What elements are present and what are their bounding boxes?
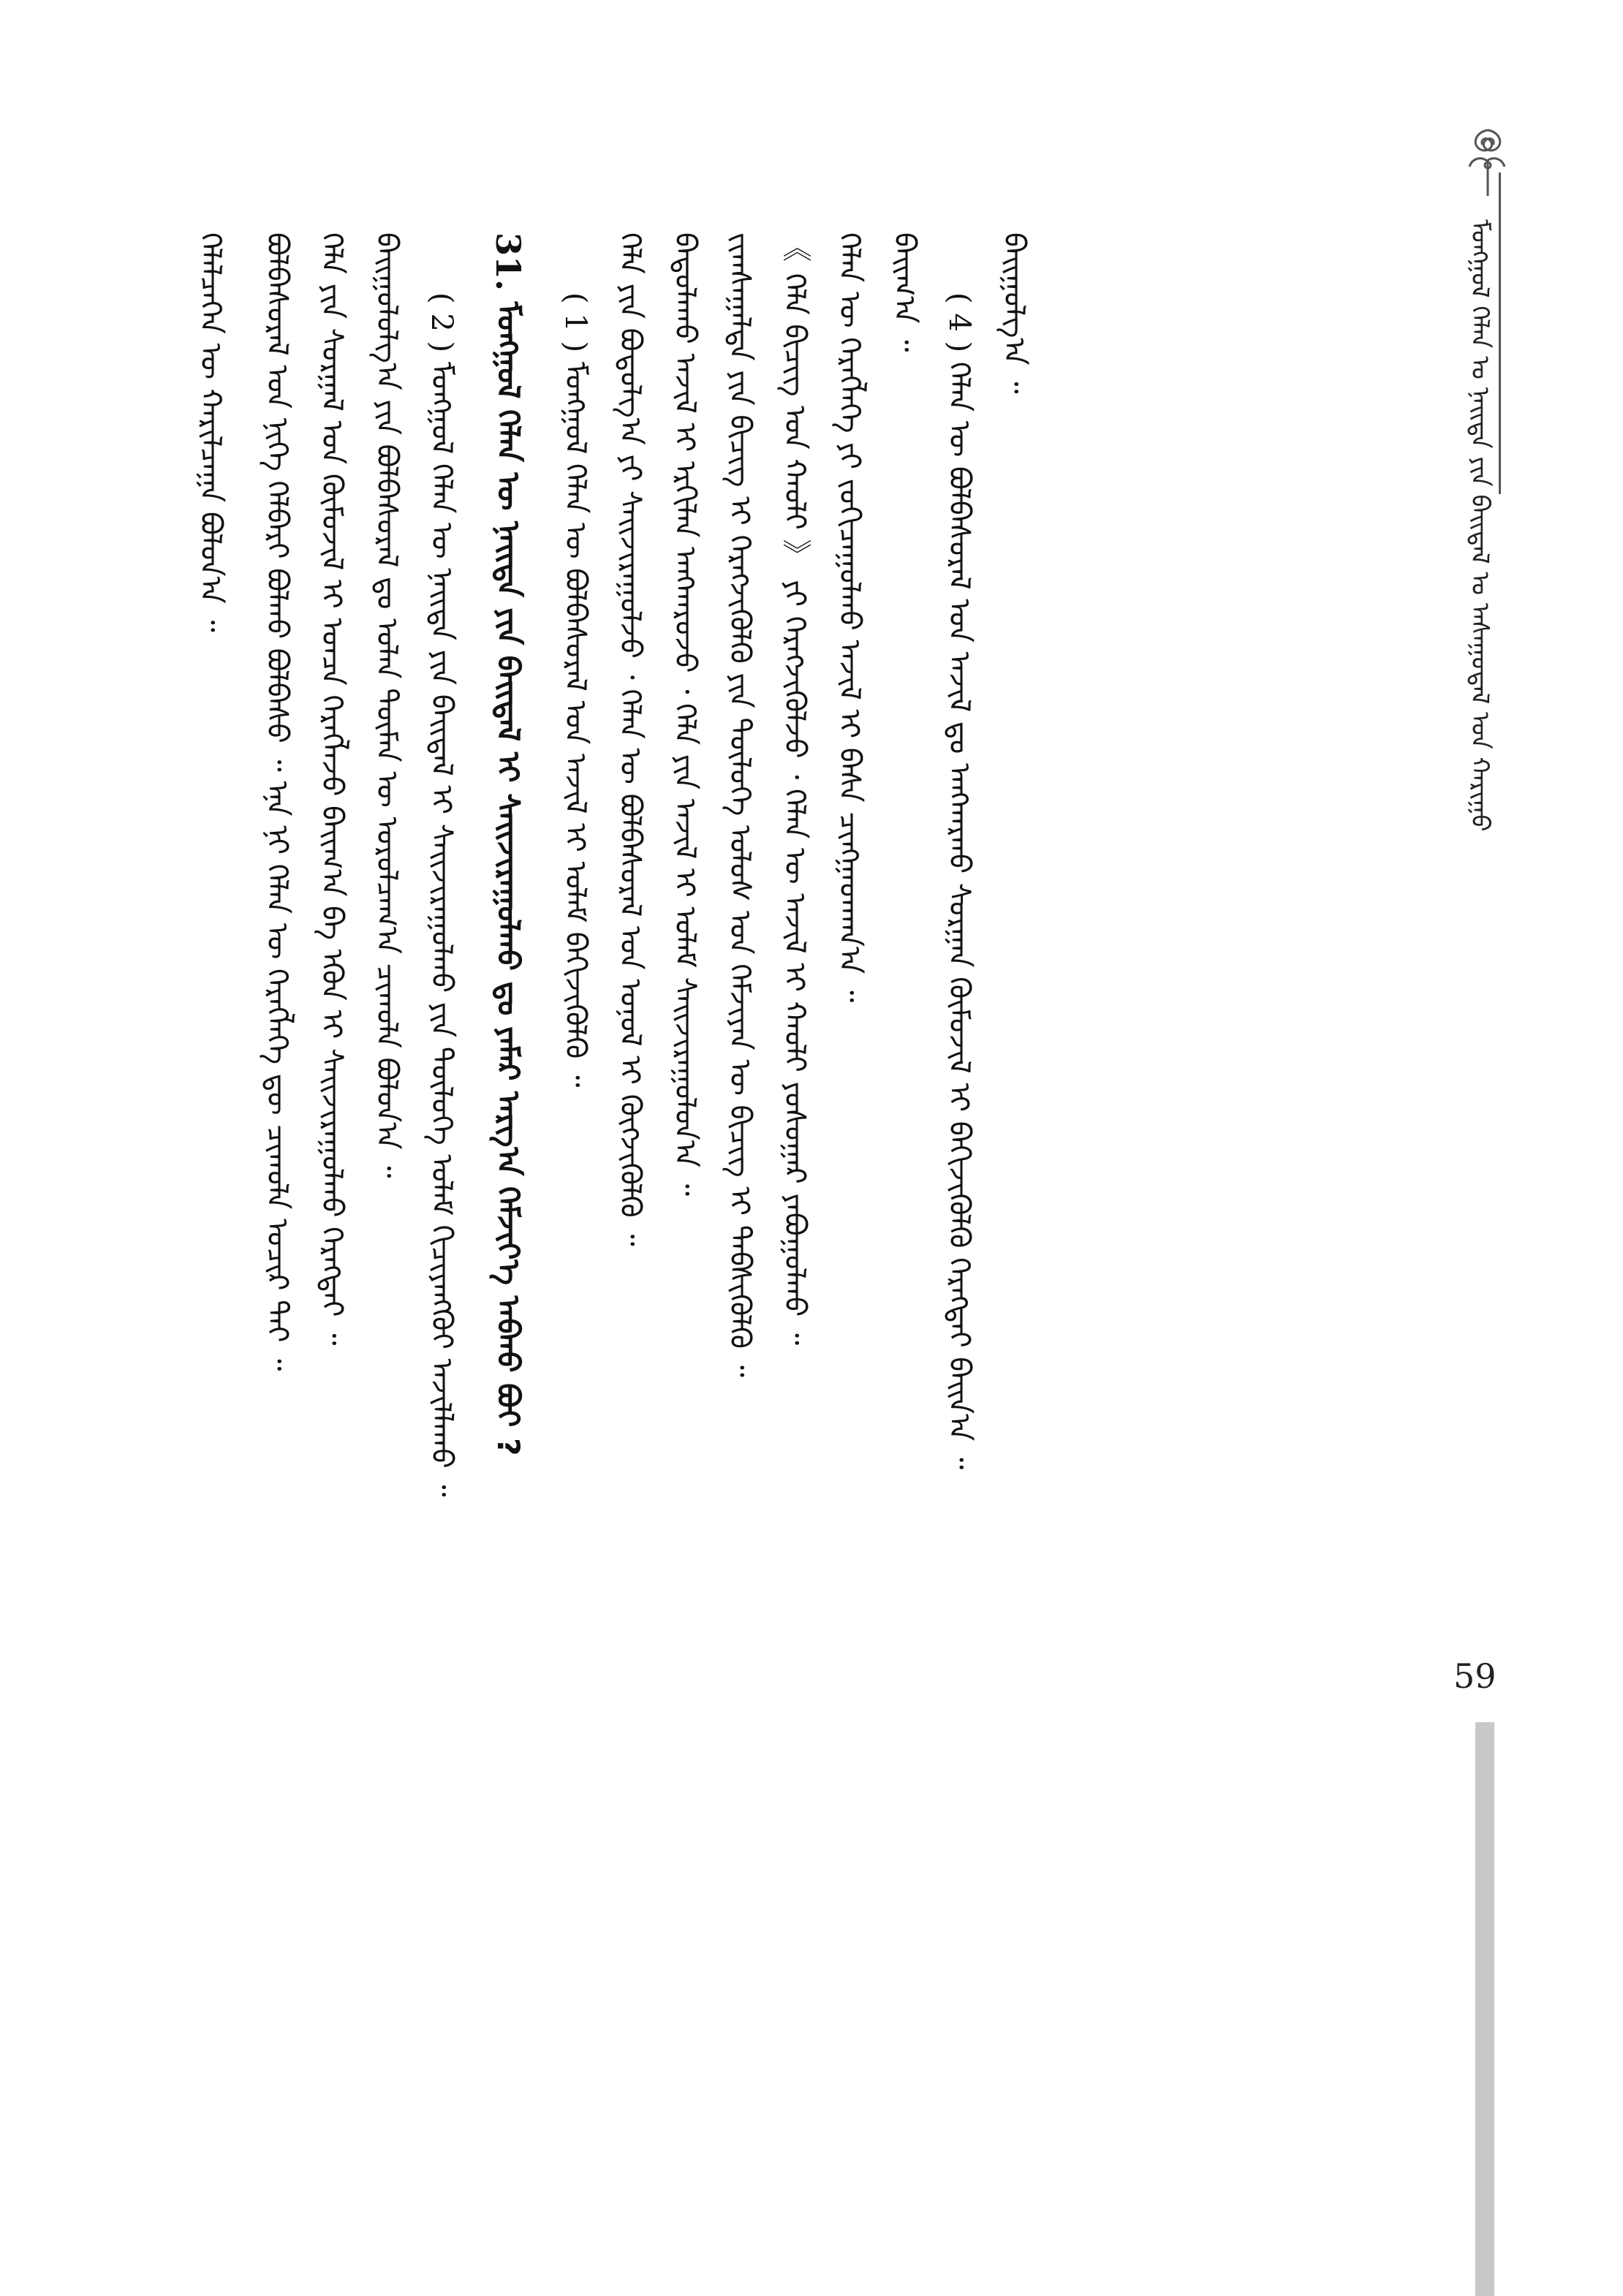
- text-line: ᠬᠡᠯᠡᠨ ᠦ ᠬᠡᠷᠡᠭᠯᠡᠭᠡ ᠶᠢ ᠵᠣᠬᠢᠴᠠᠭᠤᠯᠬᠤ ᠠᠵᠢᠯ ᠢ ᠪᠠᠰᠠ ᠴᠢᠩᠭᠠᠳᠬᠠᠨ᠎ᠠ ᠃: [833, 232, 866, 1003]
- item-2-marker: ( 2 ): [425, 292, 458, 353]
- text-line: ᠬᠡᠯᠡ ᠶᠢᠨ ᠰᠤᠷᠭᠠᠯ ᠤᠨ ᠬᠦᠮᠦᠵᠢᠯ ᠢ ᠣᠨᠴᠠ ᠬᠡᠷᠡᠭᠯᠡᠵᠦ ᠪᠠᠢᠭ᠎ᠠ ᠪᠠ ᠡᠭᠦᠨ ᠢ ᠰᠠᠢᠵᠢᠷᠠᠭᠤᠯᠬᠤ ᠬᠡᠷᠡᠭᠲᠡᠢ ᠃: [315, 232, 349, 1346]
- item-1-marker: ( 1 ): [559, 292, 592, 353]
- question-heading: [480, 232, 536, 2170]
- text-line: ᠵᠢᠭᠰᠠᠭᠠᠯᠲᠠ ᠶᠢᠨ ᠪᠢᠴᠢᠭ ᠢ ᠬᠡᠷᠡᠭᠵᠢᠭᠦᠯᠬᠦ ᠶᠢᠨ ᠲᠥᠯᠥᠭᠡ ᠤᠯᠤᠰ ᠤᠨ ᠬᠡᠮᠵᠢᠶᠡᠨ ᠦ ᠪᠢᠴᠢᠭ ᠢ ᠳᠡᠪᠰᠢᠭᠦᠯᠬᠦ ᠃: [723, 232, 757, 1378]
- text-line: ᠪᠠᠢᠭᠤᠯᠭ᠎ᠠ ᠃: [997, 232, 1031, 394]
- page-number: 59: [1453, 1656, 1497, 1696]
- text-line: 《 ᠬᠡᠯᠡ ᠪᠢᠴᠢᠭ ᠤᠨ ᠬᠠᠤᠯᠢ 》 ᠶᠢ ᠬᠡᠷᠡᠭᠵᠢᠭᠦᠯᠵᠦ ᠂ ᠬᠡᠯᠡᠨ ᠦ ᠠᠵᠢᠯ ᠢ ᠬᠠᠤᠯᠢ ᠶᠣᠰᠣᠭᠠᠷ ᠶᠠᠪᠤᠭᠤᠯᠬᠤ ᠃: [778, 232, 812, 1346]
- item-1-text: ᠮᠣᠩᠭᠣᠯ ᠬᠡᠯᠡᠨ ᠦ ᠪᠣᠯᠪᠠᠰᠤᠷᠠᠯ ᠤᠨ ᠠᠵᠢᠯ ᠢ ᠤᠯᠠᠮ ᠪᠡᠬᠢᠵᠢᠭᠦᠯᠬᠦ ᠃: [559, 361, 592, 1088]
- question-number: 31.: [488, 232, 528, 292]
- running-header: ᠮᠣᠩᠭᠣᠯ ᠬᠡᠯᠡᠨ ᠤ ᠨᠡᠢᠲᠡ ᠶᠢᠨ ᠪᠠᠢᠳᠠᠯ ᠤ ᠠᠰᠠᠭᠤᠳᠠᠯ ᠤᠨ ᠬᠠᠷᠢᠭᠤ: [1465, 219, 1494, 832]
- item-2-text: ᠮᠣᠩᠭᠣᠯ ᠬᠡᠯᠡᠨ ᠦ ᠨᠡᠢᠲᠡ ᠶᠢᠨ ᠪᠠᠢᠳᠠᠯ ᠢ ᠰᠠᠢᠵᠢᠷᠠᠭᠤᠯᠬᠤ ᠶᠢᠨ ᠲᠥᠯᠥᠭᠡ ᠤᠯᠠᠮ ᠬᠢᠴᠢᠶᠡᠩᠭᠦᠢ ᠠᠵᠢᠯᠯᠠᠬᠤ ᠃: [425, 361, 458, 1497]
- text-line: ᠬᠡᠯᠡ ᠶᠢᠨ ᠪᠣᠳᠤᠯᠭ᠎ᠠ ᠶᠢ ᠰᠠᠢᠵᠢᠷᠠᠭᠤᠯᠵᠤ ᠂ ᠬᠡᠯᠡᠨ ᠦ ᠪᠣᠯᠪᠠᠰᠤᠷᠠᠯ ᠤᠨ ᠣᠨᠣᠯ ᠢ ᠬᠥᠭᠵᠢᠭᠦᠯᠬᠦ ᠃: [613, 232, 647, 1246]
- item-4-line: [931, 232, 986, 2170]
- item-1-line: [548, 232, 602, 2170]
- text-line: ᠪᠣᠯᠪᠠᠰᠤᠷᠠᠯ ᠤᠨ ᠨᠢᠭᠡ ᠬᠡᠯᠪᠡᠷᠢ ᠪᠣᠯᠬᠤ ᠪᠣᠯᠪᠠᠰᠤ ᠃ ᠡᠨᠡ ᠨᠢ ᠬᠡᠯᠡᠨ ᠦ ᠬᠡᠷᠡᠭᠯᠡᠭᠡ ᠳᠦ ᠴᠢᠬᠤᠯᠠ ᠤᠴᠢᠷ ᠲᠠᠢ ᠃: [260, 232, 294, 1371]
- item-4-text: ᠬᠡᠯᠡᠨ ᠦ ᠪᠣᠯᠪᠠᠰᠤᠷᠠᠯ ᠤᠨ ᠠᠵᠢᠯ ᠳᠤ ᠠᠩᠬᠠᠷᠬᠤ ᠰᠤᠷᠭᠠᠨ ᠬᠦᠮᠦᠵᠢᠯ ᠢ ᠪᠡᠬᠢᠵᠢᠭᠦᠯᠬᠦ ᠬᠡᠷᠡᠭᠲᠡᠢ ᠪᠠᠢᠨ᠎ᠠ ᠃: [942, 361, 976, 1470]
- page-edge-bar: [1475, 1722, 1494, 2296]
- body-text: [183, 232, 1411, 2170]
- text-line: ᠬᠡᠯᠡᠯᠴᠡᠭᠡᠨ ᠦ ᠬᠠᠷᠢᠯᠴᠠᠭᠠ ᠪᠣᠯᠣᠨ᠎ᠠ ᠃: [194, 232, 227, 632]
- text-line: ᠪᠠᠢᠭ᠎ᠠ ᠃: [888, 232, 921, 352]
- item-2-line: [414, 232, 469, 2170]
- question-text: ᠮᠣᠩᠭᠣᠯ ᠬᠡᠯᠡᠨ ᠦ ᠨᠡᠢᠲᠡ ᠶᠢᠨ ᠪᠠᠢᠳᠠᠯ ᠢ ᠰᠠᠢᠵᠢᠷᠠᠭᠤᠯᠬᠤ ᠳᠤ ᠶᠠᠮᠠᠷ ᠠᠷᠭ᠎ᠠ ᠬᠡᠮᠵᠢᠶ᠎ᠡ ᠠᠪᠬᠤ ᠪᠤᠢ ?: [491, 301, 526, 1456]
- paragraph-gap: [536, 232, 548, 2170]
- text-line: ᠪᠠᠢᠭᠤᠯᠤᠯᠭ᠎ᠠ ᠶᠢᠨ ᠪᠣᠯᠪᠠᠰᠤᠷᠠᠯ ᠳᠤ ᠣᠯᠠᠨ ᠲᠦᠮᠡᠨ ᠦ ᠣᠷᠣᠯᠴᠠᠭ᠎ᠠ ᠴᠢᠬᠤᠯᠠ ᠪᠣᠯᠤᠨ᠎ᠠ ᠃: [370, 232, 404, 1178]
- item-4-marker: ( 4 ): [942, 292, 976, 353]
- text-line: ᠪᠠᠳᠤᠯᠠᠬᠤ ᠠᠵᠢᠯ ᠢ ᠡᠷᠬᠢᠯᠡᠨ ᠠᠩᠬᠠᠷᠤᠵᠤ ᠂ ᠬᠡᠯᠡ ᠶᠢᠨ ᠠᠵᠢᠯ ᠢ ᠤᠯᠠᠮ ᠰᠠᠢᠵᠢᠷᠠᠭᠤᠯᠤᠨ᠎ᠠ ᠃: [668, 232, 702, 1197]
- paragraph-gap: [469, 232, 480, 2170]
- header-ornament-icon: [1455, 123, 1521, 203]
- paragraph-gap: [238, 232, 249, 2170]
